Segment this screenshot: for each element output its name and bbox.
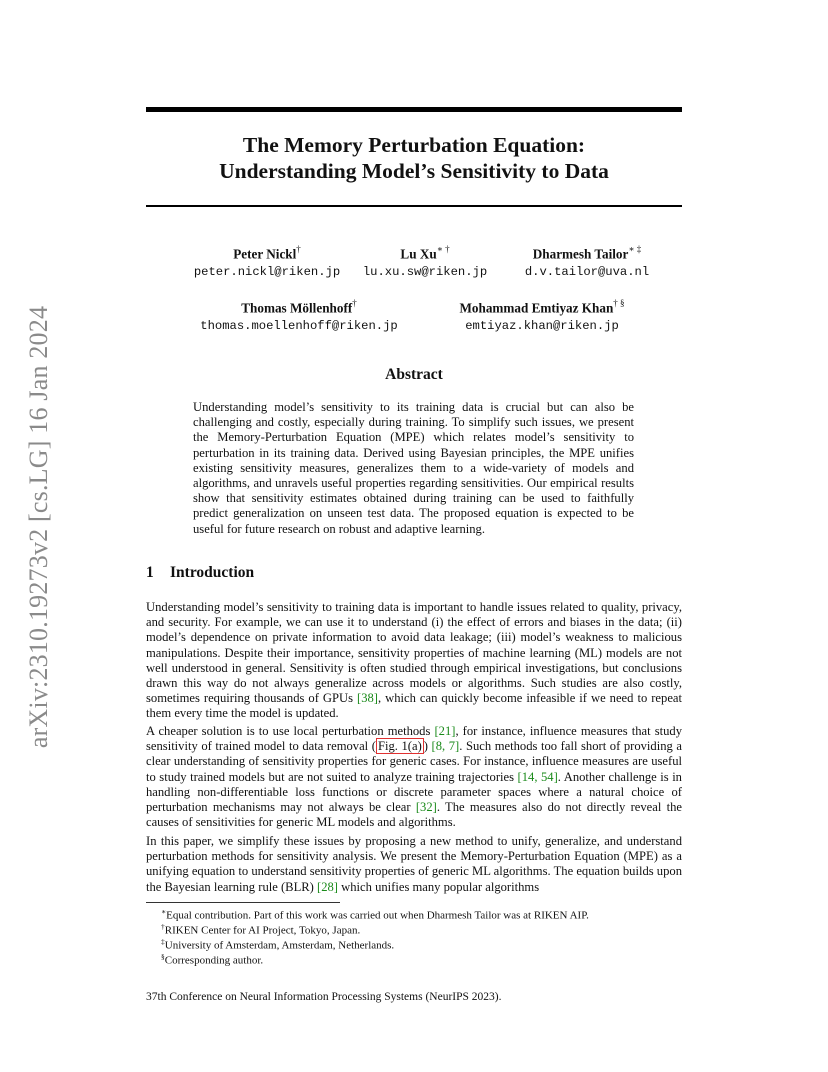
citation-link[interactable]: [28]	[317, 879, 338, 894]
arxiv-stamp-text: arXiv:2310.19273v2 [cs.LG] 16 Jan 2024	[24, 305, 53, 749]
author-affil-mark: ∗ ‡	[628, 244, 642, 254]
section-heading	[146, 564, 254, 582]
section-number: 1	[146, 564, 154, 581]
author-name: Peter Nickl	[233, 246, 297, 262]
author-name: Mohammad Emtiyaz Khan	[459, 300, 614, 316]
intro-paragraph-2: A cheaper solution is to use local perturbation methods [21], for instance, influence measures that study sensitivity of trained model to data removal ( Fig. 1(a) ) [8, 7]. Such methods too fall short of providing a clear understanding of sensitivity properties for generic cases. For instance, influence measures are useful to study trained models but are not suited to analyze training trajectories [14, 54]. Another challenge is in handling non-differentiable loss functions or discrete parameter spaces where a natural choice of perturbation mechanisms may not always be clear [32]. The measures also do not directly reveal the causes of sensitivities for generic ML models and algorithms.	[146, 724, 682, 830]
citation-link[interactable]: [21]	[434, 724, 456, 738]
paper-title	[146, 132, 682, 184]
author-email[interactable]: emtiyaz.khan@riken.jp	[465, 319, 619, 334]
author-email[interactable]: d.v.tailor@uva.nl	[524, 265, 650, 280]
intro-paragraph-1: Understanding model’s sensitivity to training data is important to handle issues related to quality, privacy, and security. For example, we can use it to understand (i) the effect of errors and biases in the data; (ii) model’s dependence on private information to avoid data leakage; (iii) model’s weakness to malicious manipulations. Despite their importance, sensitivity properties of machine learning (ML) models are not well understood in general. Sensitivity is often studied through empirical investigations, but conclusions drawn this way do not always generalize across models or algorithms. Such studies are also costly, sometimes requiring thousands of GPUs [38], which can quickly become infeasible if we need to repeat them every time the model is updated.	[146, 600, 682, 721]
author-affil-mark: †	[352, 298, 357, 308]
arxiv-stamp	[24, 292, 54, 762]
footnote-mark: ‡	[161, 937, 165, 946]
citation-link[interactable]: [14, 54]	[517, 769, 558, 784]
footnote-text: Corresponding author.	[164, 954, 264, 967]
author-email[interactable]: peter.nickl@riken.jp	[193, 265, 341, 280]
title-line-2: Understanding Model’s Sensitivity to Data	[219, 159, 609, 183]
author-affil-mark: † §	[613, 298, 625, 308]
footnote-text: RIKEN Center for AI Project, Tokyo, Japan.	[164, 924, 361, 937]
footnote-mark: §	[161, 952, 165, 961]
title-line-1: The Memory Perturbation Equation:	[242, 133, 586, 157]
footnote-text: University of Amsterdam, Amsterdam, Netherlands.	[164, 939, 395, 952]
author-name: Dharmesh Tailor	[532, 246, 629, 262]
author-block	[477, 242, 697, 280]
footnote-text: Equal contribution. Part of this work was carried out when Dharmesh Tailor was at RIKEN AIP.	[166, 909, 589, 922]
author-block	[432, 296, 652, 334]
figure-reference-link[interactable]: Fig. 1(a)	[377, 739, 422, 754]
citation-link[interactable]: [8, 7]	[431, 739, 460, 754]
conference-note: 37th Conference on Neural Information Processing Systems (NeurIPS 2023).	[146, 991, 502, 1003]
footnote	[161, 950, 263, 968]
author-name: Thomas Möllenhoff	[241, 300, 353, 316]
footnote-rule	[146, 902, 340, 903]
author-email[interactable]: lu.xu.sw@riken.jp	[362, 265, 488, 280]
title-bottom-rule	[146, 205, 682, 207]
title-top-rule	[146, 107, 682, 112]
section-title: Introduction	[170, 564, 255, 581]
intro-paragraph-3: In this paper, we simplify these issues by proposing a new method to unify, generalize, and understand perturbation methods for sensitivity analysis. We present the Memory-Perturbation Equation (MPE) as a unifying equation to understand sensitivity properties of generic ML algorithms. The equation builds upon the Bayesian learning rule (BLR) [28] which unifies many popular algorithms	[146, 834, 682, 894]
author-affil-mark: †	[296, 244, 301, 254]
citation-link[interactable]: [38]	[357, 691, 378, 706]
author-affil-mark: ∗ †	[436, 244, 450, 254]
footnote-mark: †	[161, 922, 165, 931]
abstract-heading: Abstract	[385, 366, 443, 383]
author-name: Lu Xu	[400, 246, 437, 262]
abstract-text: Understanding model’s sensitivity to its training data is crucial but can also be challenging and costly, especially during training. To simplify such issues, we present the Memory-Perturbation Equation (MPE) which relates model’s sensitivity to perturbation in its training data. Derived using Bayesian principles, the MPE unifies existing sensitivity measures, generalizes them to a wide-variety of models and algorithms, and unravels useful properties regarding sensitivities. Our empirical results show that sensitivity estimates obtained during training can be used to faithfully predict generalization on unseen test data. The proposed equation is expected to be useful for future research on robust and adaptive learning.	[193, 400, 634, 536]
footnote-mark: ∗	[161, 907, 167, 916]
author-email[interactable]: thomas.moellenhoff@riken.jp	[200, 319, 398, 334]
author-block	[189, 296, 409, 334]
citation-link[interactable]: [32]	[415, 800, 437, 815]
